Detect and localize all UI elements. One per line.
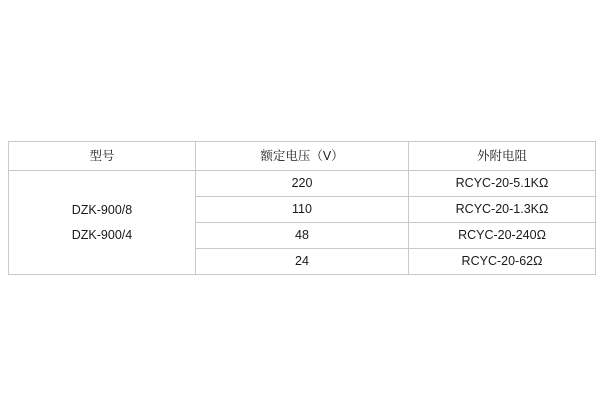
specification-table	[8, 141, 596, 275]
cell-resistor: RCYC-20-1.3KΩ	[409, 197, 596, 223]
cell-voltage: 48	[196, 223, 409, 249]
cell-voltage: 24	[196, 249, 409, 275]
table-header-row	[9, 142, 596, 171]
cell-resistor: RCYC-20-5.1KΩ	[409, 171, 596, 197]
cell-voltage: 110	[196, 197, 409, 223]
model-line-2: DZK-900/4	[71, 227, 133, 242]
column-header-model: 型号	[9, 142, 196, 171]
table-row	[9, 171, 596, 197]
column-header-rated-voltage: 额定电压（V）	[196, 142, 409, 171]
cell-resistor: RCYC-20-240Ω	[409, 223, 596, 249]
model-line-1: DZK-900/8	[71, 202, 133, 217]
model-cell	[9, 171, 196, 275]
cell-resistor: RCYC-20-62Ω	[409, 249, 596, 275]
column-header-external-resistor: 外附电阻	[409, 142, 596, 171]
cell-voltage: 220	[196, 171, 409, 197]
